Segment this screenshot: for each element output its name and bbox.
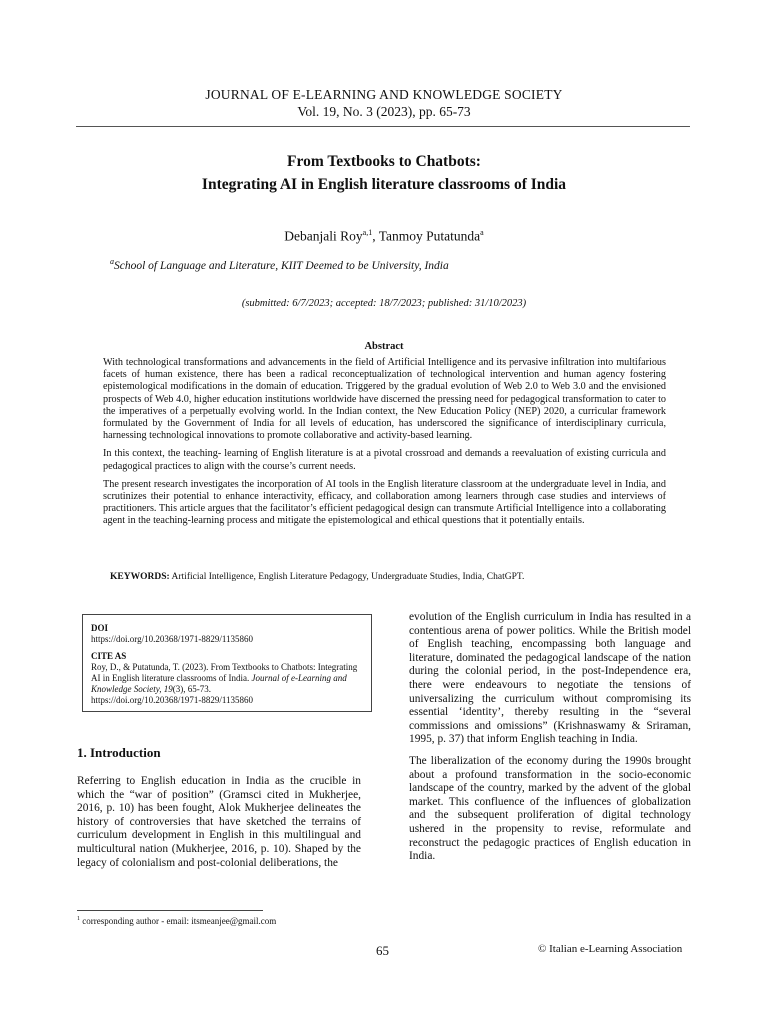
section-heading-introduction: 1. Introduction — [77, 745, 161, 760]
affiliation-mark: a — [110, 257, 114, 266]
footnote-mark: 1 — [77, 916, 80, 922]
author-2-affil: a — [480, 228, 484, 237]
header-divider — [76, 126, 690, 127]
author-1: Debanjali Roy — [284, 228, 363, 244]
publication-dates: (submitted: 6/7/2023; accepted: 18/7/2023; published: 31/10/2023) — [241, 298, 527, 309]
body-paragraph: evolution of the English curriculum in India has resulted in a contentious arena of power politics. While the British model of English teaching, encompassing both language and literature, dominated the pedagogical landscape of the nation during the colonial period, in the post-Independence era, there were endeavours to negotiate the tensions of universalizing the curriculum without compromising its essential ‘identity’, thereby resulting in the “several commissions and omissions” (Krishnaswamy & Sriraman, 1995, p. 37) that inform English teaching in India. — [409, 611, 691, 746]
doi-citation-box — [82, 614, 372, 712]
keywords-label: KEYWORDS: — [110, 572, 170, 582]
abstract-paragraph: In this context, the teaching- learning of English literature is at a pivotal crossroad and demands a reevaluation of existing curricula and pedagogical practices to align with the course’s current needs. — [103, 448, 666, 472]
title-line-1: From Textbooks to Chatbots: — [287, 153, 481, 170]
doi-link[interactable]: https://doi.org/10.20368/1971-8829/1135860 — [91, 634, 254, 644]
citation-doi-link[interactable]: https://doi.org/10.20368/1971-8829/1135860 — [91, 695, 254, 705]
affiliation — [110, 257, 449, 272]
abstract-heading: Abstract — [364, 341, 404, 352]
body-paragraph: Referring to English education in India as the crucible in which the “war of position” (Gramsci cited in Mukherjee, 2016, p. 10) has been fought, Alok Mukherjee delineates the history of controversies that have sketched the terrains of curriculum development in English in this multilingual and multicultural nation (Mukherjee, 2016, p. 10). Shaped by the legacy of colonialism and post-colonial deliberations, the — [77, 775, 361, 869]
cite-as-label: CITE AS — [91, 651, 127, 661]
doi-label: DOI — [91, 623, 109, 633]
footnote-divider — [77, 910, 263, 911]
citation-text — [91, 662, 363, 695]
right-column — [409, 611, 691, 872]
left-column — [77, 775, 361, 878]
author-2: Tanmoy Putatunda — [378, 228, 481, 244]
title-line-2: Integrating AI in English literature classrooms of India — [201, 176, 567, 193]
paper-title — [0, 150, 768, 196]
abstract-paragraph: With technological transformations and advancements in the field of Artificial Intelligence and its pervasive infiltration into multifarious facets of human existence, there has been a radical reconceptualization of technological intervention and human agency fostering epistemological modifications in the domain of education. Triggered by the gradual evolution of Web 2.0 to Web 3.0 and the envisioned prospects of Web 4.0, higher education institutions worldwide have discerned the pressing need for pedagogical transformation to cater to the imperatives of a perpetually evolving world. In the Indian context, the New Education Policy (NEP) 2020, a curricular framework formulated by the Government of India for all levels of education, has underscored the significance of interdisciplinary curricula, harnessing technological innovations to promote collaborative and activity-based learning. — [103, 357, 666, 442]
body-paragraph: The liberalization of the economy during the 1990s brought about a profound transformation in the socio-economic landscape of the country, marked by the advent of the global market. This confluence of the influences of globalization and the subsequent proliferation of digital technology ushered in the propensity to revise, reformulate and reconstruct the pedagogic practices of English education in India. — [409, 754, 691, 863]
keywords — [110, 572, 670, 582]
keywords-text: Artificial Intelligence, English Literature Pedagogy, Undergraduate Studies, India, ChatGPT. — [171, 572, 525, 582]
citation-authors-title: Roy, D., & Putatunda, T. (2023). From Textbooks to Chatbots: Integrating AI in English literature classrooms of India. — [91, 662, 358, 683]
abstract-paragraph: The present research investigates the incorporation of AI tools in the English literature classroom at the undergraduate level in India, and scrutinizes their potential to enhance interactivity, efficacy, and collaboration among learners through case studies and interviews of practitioners. This article argues that the facilitator’s efficient pedagogical design can transmute Artificial Intelligence into a collaborating agent in the teaching-learning process and mitigate the epistemological and ethical questions that it potentially entails. — [103, 478, 666, 527]
affiliation-text: School of Language and Literature, KIIT Deemed to be University, India — [114, 259, 449, 272]
footnote — [77, 916, 276, 926]
journal-volume: Vol. 19, No. 3 (2023), pp. 65-73 — [297, 104, 471, 119]
journal-name: JOURNAL OF E-LEARNING AND KNOWLEDGE SOCIETY — [205, 87, 563, 102]
citation-issue: (3), 65-73. — [172, 684, 211, 694]
page-number: 65 — [376, 943, 389, 958]
author-separator: , — [372, 228, 379, 244]
journal-header — [0, 86, 768, 120]
copyright-notice: © Italian e-Learning Association — [538, 943, 683, 955]
author-list — [0, 228, 768, 245]
footnote-text: corresponding author - email: itsmeanjee@gmail.com — [80, 916, 277, 926]
author-1-affil: a,1 — [362, 228, 373, 237]
citation-journal: Journal of e-Learning and Knowledge Society, 19 — [91, 673, 347, 694]
abstract-body — [103, 357, 666, 534]
